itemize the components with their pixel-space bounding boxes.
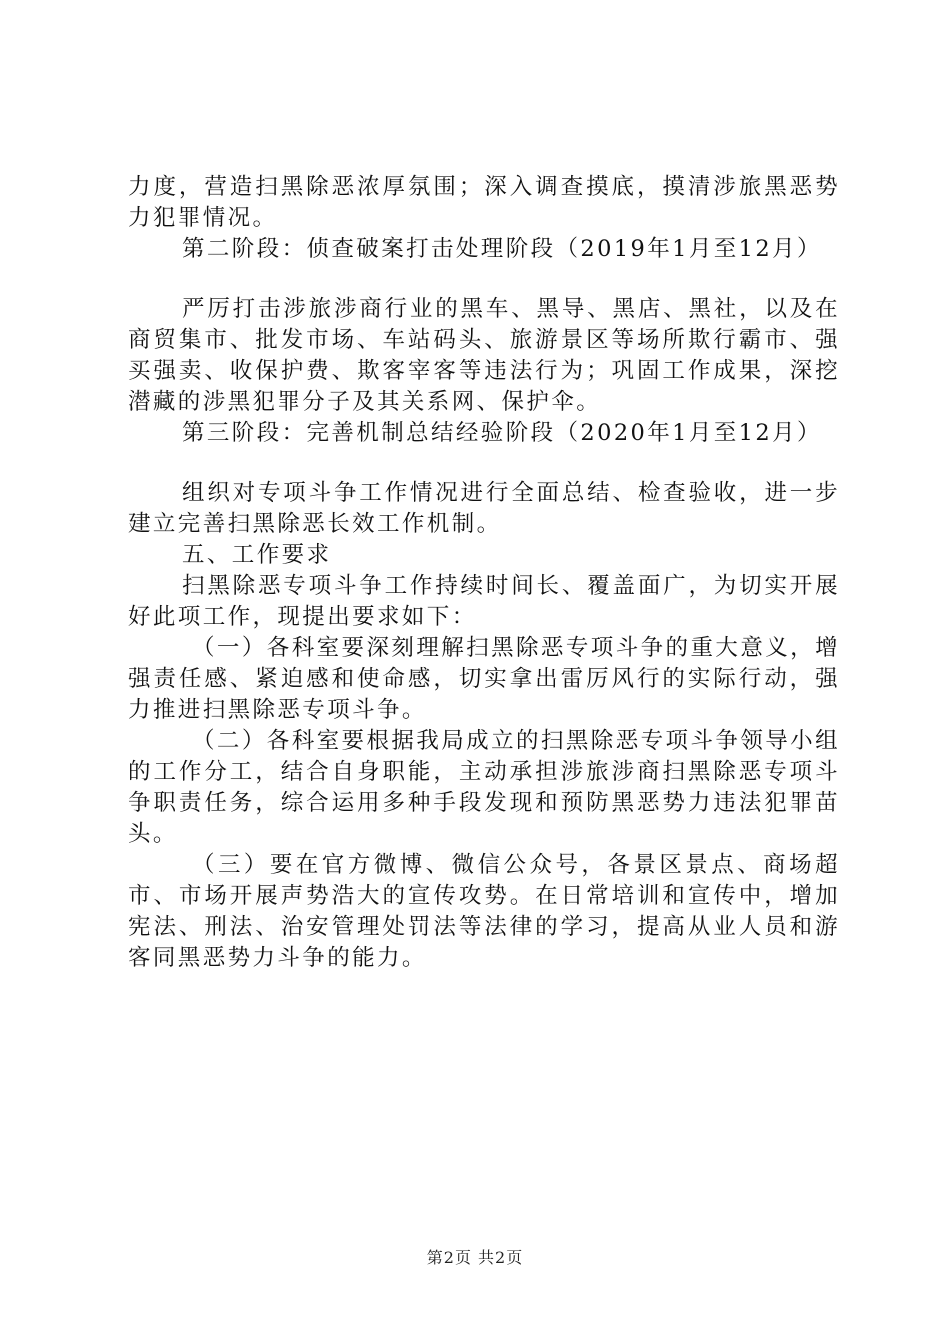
paragraph-phase-two-details: 严厉打击涉旅涉商行业的黑车、黑导、黑店、黑社，以及在商贸集市、批发市场、车站码头、旅游景区等场所欺行霸市、强买强卖、收保护费、欺客宰客等违法行为；巩固工作成果，深挖潜藏的涉黑犯罪分子及其关系网、保护伞。 bbox=[128, 296, 840, 415]
section-heading-work-requirements: 五、工作要求 bbox=[182, 542, 332, 568]
paragraph-gap bbox=[128, 265, 840, 294]
requirement-item-3: （三）要在官方微博、微信公众号，各景区景点、商场超市、市场开展声势浩大的宣传攻势。在日常培训和宣传中，增加宪法、刑法、治安管理处罚法等法律的学习，提高从业人员和游客同黑恶势力斗争的能力。 bbox=[128, 852, 840, 971]
paragraph-phase-three-details: 组织对专项斗争工作情况进行全面总结、检查验收，进一步建立完善扫黑除恶长效工作机制。 bbox=[128, 480, 840, 537]
requirement-item-1: （一）各科室要深刻理解扫黑除恶专项斗争的重大意义，增强责任感、紧迫感和使命感，切实拿出雷厉风行的实际行动，强力推进扫黑除恶专项斗争。 bbox=[128, 635, 840, 723]
heading-phase-three: 第三阶段：完善机制总结经验阶段（2020年1月至12月） bbox=[182, 420, 822, 446]
paragraph-gap bbox=[128, 449, 840, 478]
paragraph-requirements-intro: 扫黑除恶专项斗争工作持续时间长、覆盖面广，为切实开展好此项工作，现提出要求如下： bbox=[128, 573, 840, 630]
document-body bbox=[128, 172, 840, 974]
page-footer: 第2页 共2页 bbox=[426, 1248, 524, 1267]
heading-phase-two: 第二阶段：侦查破案打击处理阶段（2019年1月至12月） bbox=[182, 236, 822, 262]
requirement-item-2: （二）各科室要根据我局成立的扫黑除恶专项斗争领导小组的工作分工，结合自身职能，主动承担涉旅涉商扫黑除恶专项斗争职责任务，综合运用多种手段发现和预防黑恶势力违法犯罪苗头。 bbox=[128, 728, 840, 847]
paragraph-continuation: 力度，营造扫黑除恶浓厚氛围；深入调查摸底，摸清涉旅黑恶势力犯罪情况。 bbox=[128, 174, 840, 231]
